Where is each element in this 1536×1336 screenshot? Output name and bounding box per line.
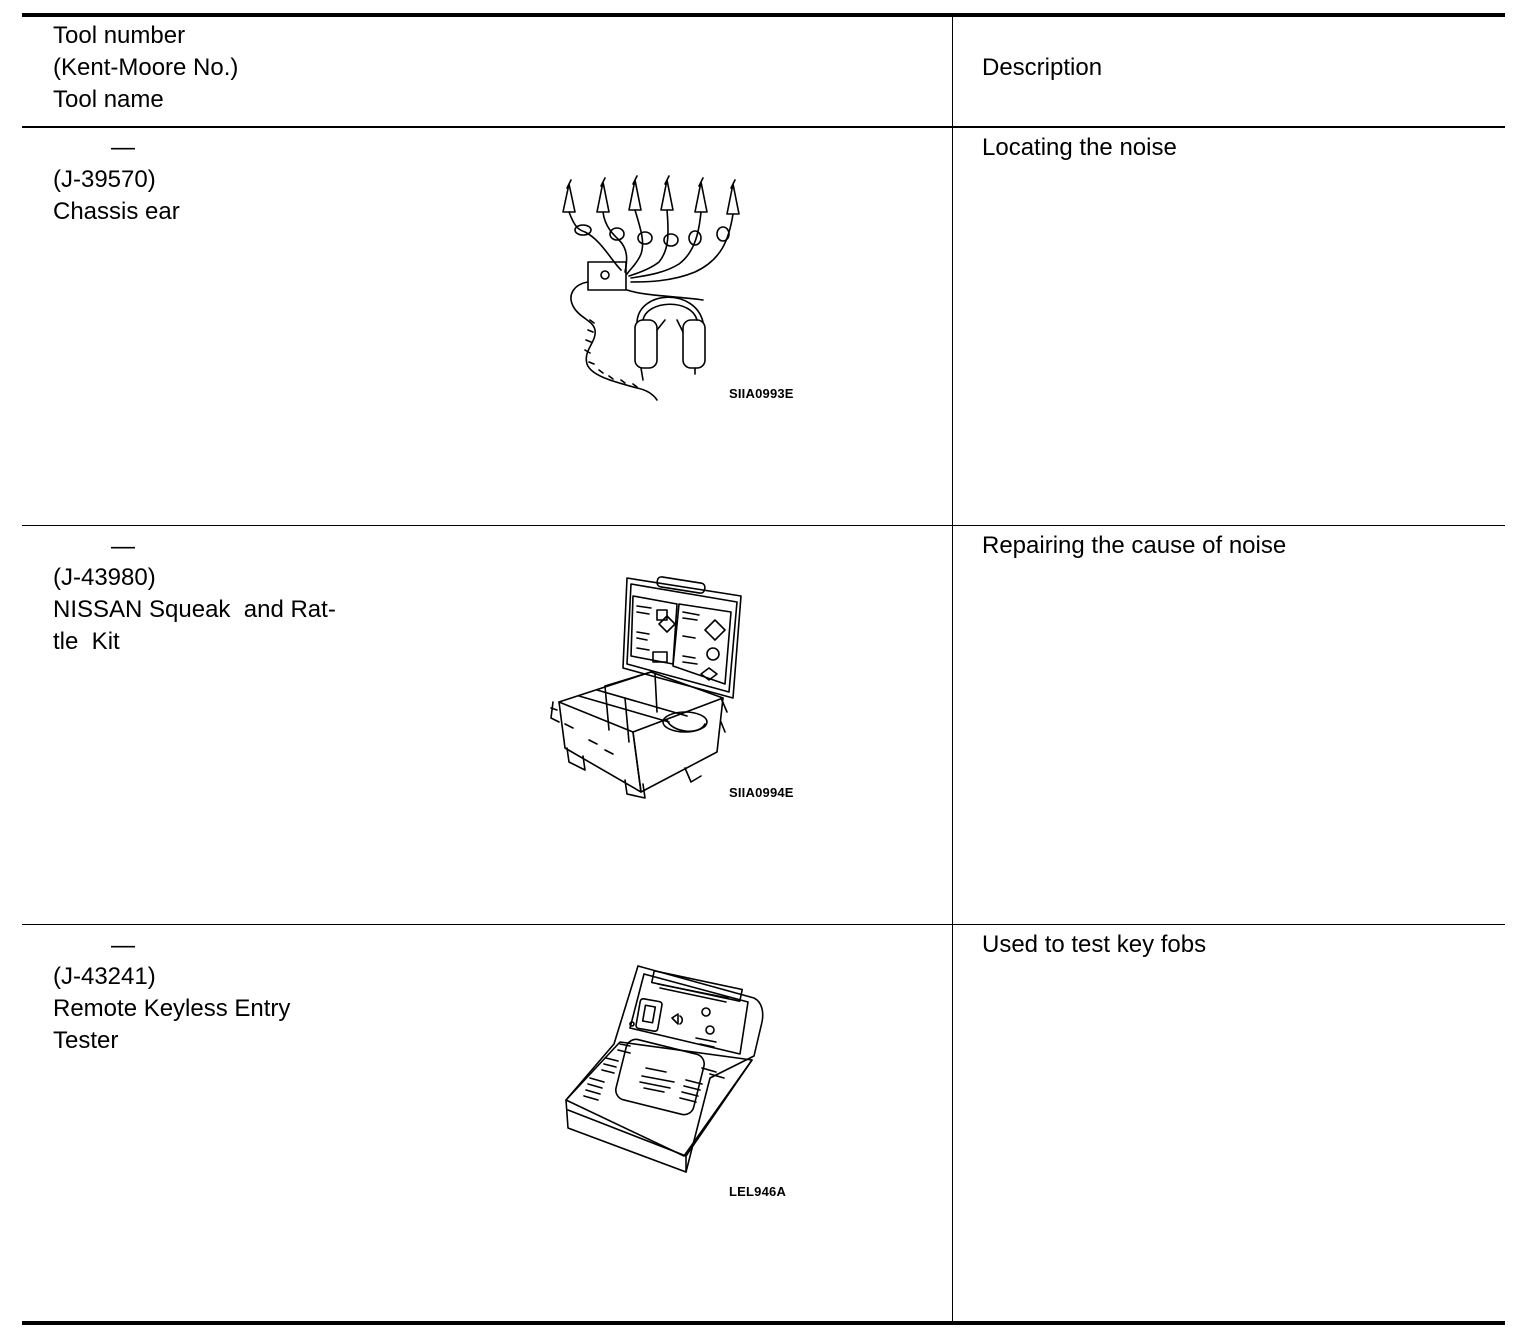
header-tool-name: Tool name <box>53 86 164 113</box>
tool-name: Remote Keyless Entry <box>53 995 291 1022</box>
header-bottom-rule <box>22 126 1505 128</box>
kent-moore-number: (J-39570) <box>53 166 156 193</box>
tool-number: — <box>111 134 135 161</box>
tool-name: NISSAN Squeak and Rat- <box>53 596 336 623</box>
header-description: Description <box>982 54 1103 81</box>
tool-name-continued: tle Kit <box>53 628 120 655</box>
header-kent-moore: (Kent-Moore No.) <box>53 54 239 81</box>
figure-code: SIIA0993E <box>729 386 794 401</box>
tool-description: Locating the noise <box>982 134 1177 161</box>
row-divider <box>22 525 1505 526</box>
row-divider <box>22 924 1505 925</box>
tool-name-continued: Tester <box>53 1027 119 1054</box>
kent-moore-number: (J-43241) <box>53 963 156 990</box>
column-divider <box>952 17 953 1321</box>
table-top-rule <box>22 13 1505 17</box>
tool-number: — <box>111 932 135 959</box>
tool-number: — <box>111 533 135 560</box>
squeak-rattle-kit-illustration <box>545 572 760 800</box>
figure-code: LEL946A <box>729 1184 787 1199</box>
tool-name: Chassis ear <box>53 198 180 225</box>
figure-code: SIIA0994E <box>729 785 794 800</box>
header-tool-number: Tool number <box>53 22 186 49</box>
table-bottom-rule <box>22 1321 1505 1325</box>
kent-moore-number: (J-43980) <box>53 564 156 591</box>
tool-description: Repairing the cause of noise <box>982 532 1287 559</box>
chassis-ear-illustration <box>545 170 775 410</box>
keyless-entry-tester-illustration <box>560 960 770 1178</box>
tool-description: Used to test key fobs <box>982 931 1207 958</box>
